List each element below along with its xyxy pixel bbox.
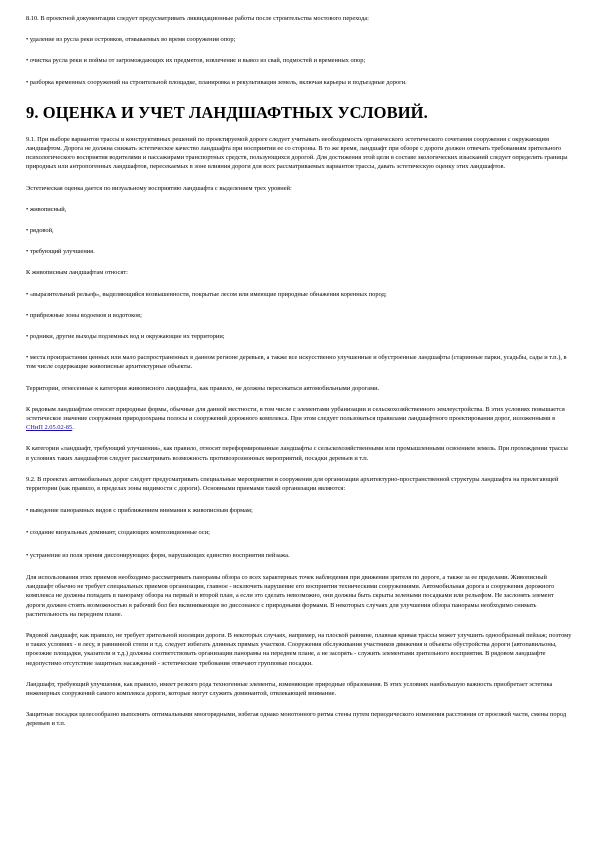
list-item: • очистка русла реки и поймы от загромождающих их предметов, извлечение и вывоз из свай, подмостей и временных опор;: [26, 57, 366, 65]
protective-plantings-paragraph: Защитные посадки целесообразно выполнять оптимальными многорядными, избегая однако монотонного ритма стены путем периодического изменения расстояния от проезжей части, смены пород деревьев и т.п.: [26, 711, 567, 728]
paragraph-9-1: 9.1. При выборе вариантов трассы и конструктивных решений по проектируемой дороге следует учитывать необходимость органического эстетического сочетания сооружения с окружающим ландшафтом. Дорога не должна снижать эстетическое качество ландшафта при восприятии ее со стороны. В то же время, ландшафт при обзоре с дороги должен отвечать требованиям зрительного психологического восприятия водителями и пассажирами транспортных средств, пользующихся дорогой. Для достижения этой цели в составе экологических изысканий следует определять границы природных или антропогенных ландшафтов, пересекаемых в зоне влияния дороги для всех рассматриваемых вариантов трассы, давать эстетическую оценку этих ландшафтов.: [26, 135, 568, 171]
paragraph-text: К рядовым ландшафтам относят природные формы, обычные для данной местности, в том числе с элементами урбанизации и сельскохозяйственного землеустройства. В этих условиях повышается эстетическое значение сооружения природоохраны полосы и сооружений дорожного комплекса. При этом следует пользоваться правилами ландшафтного проектирования дорог, изложенными в: [26, 405, 565, 423]
paragraph-end: .: [72, 424, 74, 432]
list-item: • родники, другие выходы подземных вод и окружающие их территории;: [26, 333, 225, 341]
improvement-category-paragraph: К категории «ландшафт, требующий улучшения», как правило, относят переформированные ландшафты с сельскохозяйственными или промышленными освоением земель. При прохождении трассы в условиях таких ландшафтов следует рассматривать возможность противоэрозионных мероприятий, посадки деревьев и т.п.: [26, 445, 568, 462]
list-item: • требующий улучшения.: [26, 248, 95, 256]
levels-intro-paragraph: Эстетическая оценка дается по визуальному восприятию ландшафта с выделением трех уровней:: [26, 184, 292, 192]
intro-paragraph: 8.10. В проектной документации следует предусматривать ликвидационные работы после строительства мостового перехода:: [26, 15, 369, 22]
document-page: [26, 14, 572, 729]
list-item: • создание визуальных доминант, создающих композиционные оси;: [26, 529, 210, 537]
territories-paragraph: Территории, отнесенные к категории живописного ландшафта, как правило, не должны пересекаться автомобильными дорогами.: [26, 384, 380, 392]
section-heading: 9. ОЦЕНКА И УЧЕТ ЛАНДШАФТНЫХ УСЛОВИЙ.: [26, 102, 428, 122]
list-item: • места произрастания ценных или мало распространенных в данном регионе деревьев, а также все искусственно улучшенные и обустроенные ландшафты (старинные парки, усадьбы, сады и т.п.), в том числе содержащие живописные архитектурные объекты.: [26, 354, 567, 371]
list-item: • устранение из поля зрения диссонирующих форм, нарушающих единство восприятия пейзажа.: [26, 551, 290, 559]
list-item: • «выразительный рельеф», выделяющийся возвышенности, покрытые лесом или имеющие природные обнажения коренных пород;: [26, 290, 387, 298]
paragraph-9-2: 9.2. В проектах автомобильных дорог следует предусматривать специальные мероприятия и сооружения для организации архитектурно-пространственной структуры ландшафта на прилегающей территории (как правило, в пределах зоны видимости с дороги). Основными приемами такой организации являются:: [26, 475, 559, 493]
snip-reference-link[interactable]: СНиП 2.05.02-85: [26, 424, 73, 432]
list-item: • выведение панорамных видов с приближением внимания к живописным формам;: [26, 507, 253, 515]
list-item: • удаление из русла реки островков, отмываемых во время сооружения опор;: [26, 36, 236, 44]
list-item: • живописный,: [26, 205, 67, 213]
list-item: • прибрежные зоны водоемов и водотоков;: [26, 311, 142, 319]
ordinary-landscape-paragraph: Рядовой ландшафт, как правило, не требует зрительной изоляции дороги. В некоторых случаях, например, на плоской равнине, плавная кривая трассы может улучшить однообразный пейзаж; поэтому в таких условиях - в лесу, в равнинной степи и т.д. следует избегать длинных прямых участков. Сооружения обслуживания участников движения и объекты обустройства дороги (автопавильоны, проезжие площадки, указатели и т.д.) должны соответствовать организации панорамы на переднем плане, а не засорять - служить элементами зрительного восприятия. В рядовом ландшафте недопустимо отсутствие защитных насаждений - эстетические требования отвечают групповые посадки.: [26, 631, 572, 667]
list-item: • рядовой,: [26, 227, 54, 235]
needs-improvement-paragraph: Ландшафт, требующий улучшения, как правило, имеет резкого рода техногенные элементы, изменяющие природные образования. В этих условиях наибольшую важность приобретает эстетика инженерных сооружений самого комплекса дороги, которые могут служить доминантой, отвлекающей внимание.: [26, 680, 553, 697]
picturesque-intro-paragraph: К живописным ландшафтам относят:: [26, 269, 128, 277]
list-item: • разборка временных сооружений на строительной площадке, планировка и рекультивация земель, включая карьеры и подъездные дороги.: [26, 78, 407, 86]
panorama-paragraph: Для использования этих приемов необходимо рассматривать панорамы обзора со всех характерных точек наблюдения при движении зрителя по дороге, а также за ее пределами. Живописный ландшафт обычно не требует специальных приемов организации, главное - исключить нарушение его восприятия техническими сооружениями. Автомобильная дорога и сооружения дорожного комплекса не должны попадать в панораму обзора на первый и второй план, а если это сделать невозможно, они должны быть скрыты зелеными посадками или рельефом. Не заслонять элемент дороги должен стоять возможностью в рабочий бол без вклинивающее во диссонансе с природными формами. В некоторых случаях для улучшения обзора панорамы необходимо снимать растительность на переднем плане.: [26, 573, 555, 618]
ordinary-landscapes-paragraph: [26, 405, 572, 433]
